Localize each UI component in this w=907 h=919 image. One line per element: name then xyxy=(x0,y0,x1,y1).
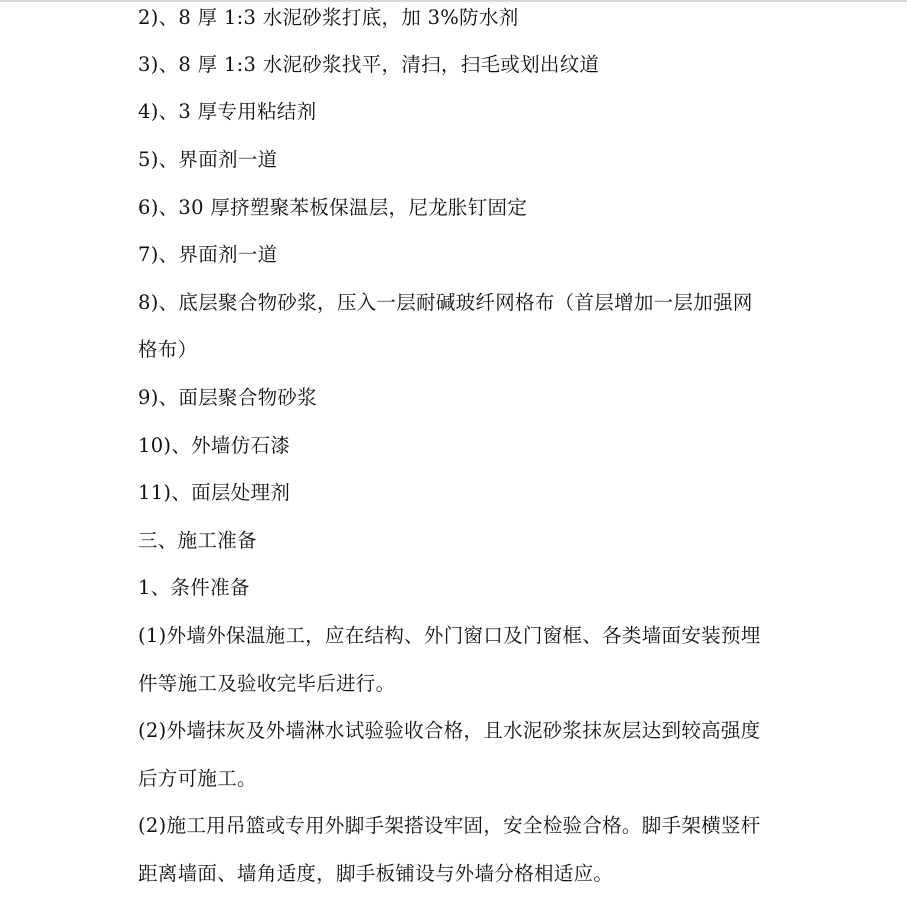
list-item-6: 6)、30 厚挤塑聚苯板保温层，尼龙胀钉固定 xyxy=(138,196,528,219)
paragraph-3: (2)施工用吊篮或专用外脚手架搭设牢固，安全检验合格。脚手架横竖杆 xyxy=(138,814,761,837)
list-item-2: 2)、8 厚 1:3 水泥砂浆打底，加 3%防水剂 xyxy=(138,6,519,29)
list-item-4: 4)、3 厚专用粘结剂 xyxy=(138,100,317,123)
list-item-7: 7)、界面剂一道 xyxy=(138,243,278,266)
subsection-heading: 1、条件准备 xyxy=(138,576,250,599)
list-item-10: 10)、外墙仿石漆 xyxy=(138,434,291,457)
paragraph-1-continued: 件等施工及验收完毕后进行。 xyxy=(138,672,396,695)
list-item-11: 11)、面层处理剂 xyxy=(138,481,291,504)
list-item-3: 3)、8 厚 1:3 水泥砂浆找平，清扫，扫毛或划出纹道 xyxy=(138,53,600,76)
list-item-9: 9)、面层聚合物砂浆 xyxy=(138,386,318,409)
paragraph-2: (2)外墙抹灰及外墙淋水试验验收合格，且水泥砂浆抹灰层达到较高强度 xyxy=(138,719,761,742)
paragraph-2-continued: 后方可施工。 xyxy=(138,767,257,790)
paragraph-3-continued: 距离墙面、墙角适度，脚手板铺设与外墙分格相适应。 xyxy=(138,862,614,885)
section-heading: 三、施工准备 xyxy=(138,529,257,552)
page-top-border xyxy=(0,0,907,2)
paragraph-1: (1)外墙外保温施工，应在结构、外门窗口及门窗框、各类墙面安装预埋 xyxy=(138,624,761,647)
list-item-8-continued: 格布） xyxy=(138,338,198,361)
list-item-8: 8)、底层聚合物砂浆，压入一层耐碱玻纤网格布（首层增加一层加强网 xyxy=(138,291,753,314)
list-item-5: 5)、界面剂一道 xyxy=(138,148,278,171)
